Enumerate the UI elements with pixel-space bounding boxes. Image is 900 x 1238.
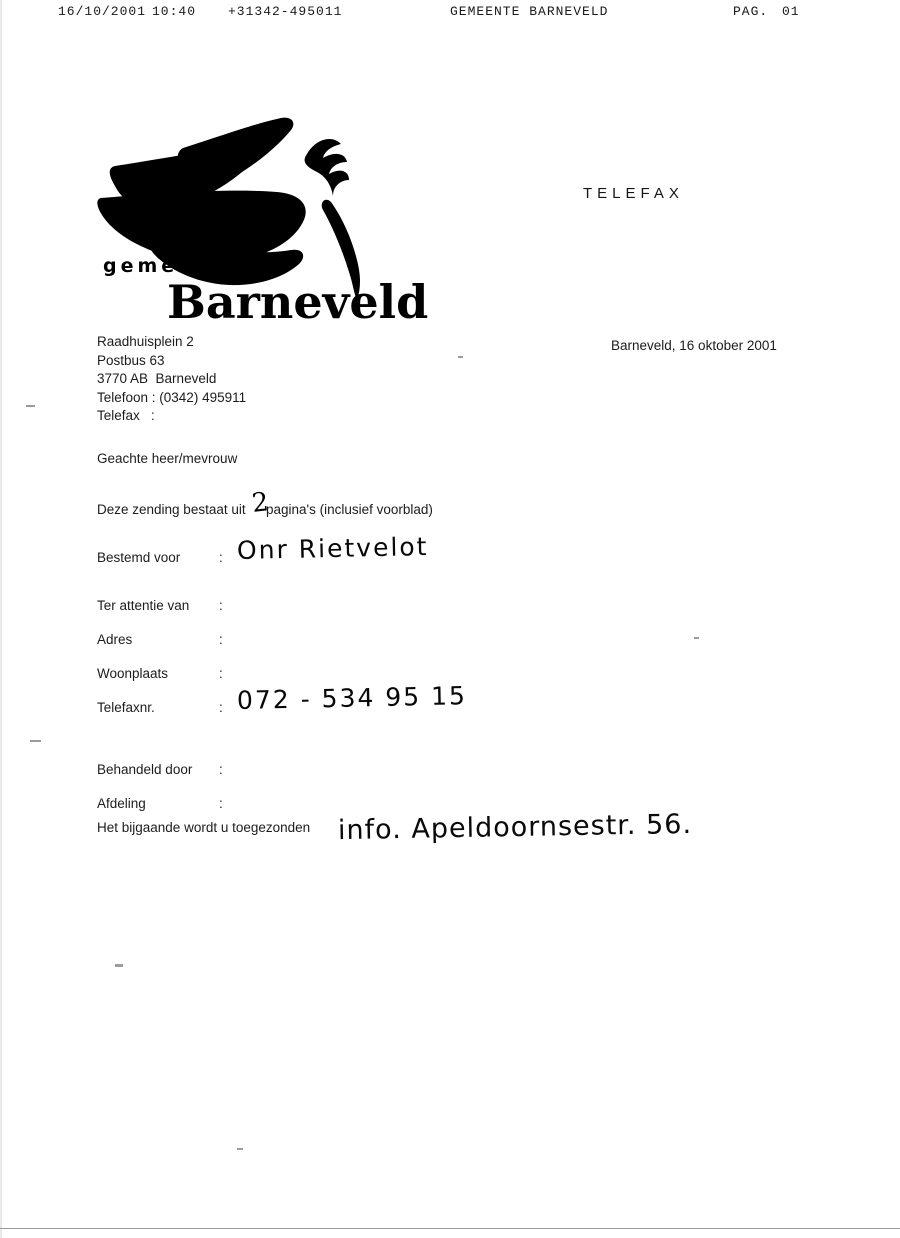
fax-form-fields [97,531,797,830]
fax-header-page-number: 01 [782,4,800,19]
scan-speck [30,740,41,742]
fax-header-sender: GEMEENTE BARNEVELD [450,4,609,19]
field-colon-ter-attentie-van: : [219,598,223,613]
scan-bottom-rule [0,1228,900,1229]
closing-label: Het bijgaande wordt u toegezonden [97,820,311,835]
page-count-suffix: pagina's (inclusief voorblad) [266,502,433,517]
scan-speck [694,637,699,639]
fax-header-number: +31342-495011 [228,4,343,19]
address-phone: Telefoon : (0342) 495911 [97,389,247,405]
field-colon-adres: : [219,632,223,647]
field-colon-behandeld-door: : [219,762,223,777]
field-row-ter-attentie-van [97,598,797,632]
field-row-adres [97,632,797,666]
fax-header-time: 10:40 [152,4,197,19]
field-label-woonplaats: Woonplaats [97,666,169,681]
page-title: TELEFAX [583,185,684,202]
address-pobox: Postbus 63 [97,352,165,368]
field-row-behandeld-door [97,762,797,796]
field-label-telefaxnr: Telefaxnr. [97,700,155,715]
logo-text-gemeente: gemeente [103,255,243,277]
closing-handwritten-value[interactable]: info. Apeldoornsestr. 56. [337,808,693,847]
field-value-telefaxnr[interactable]: 072 - 534 95 15 [236,681,468,715]
field-colon-afdeling: : [219,796,223,811]
field-row-telefaxnr [97,681,797,748]
fax-transmission-header [0,4,900,24]
page-count-prefix: Deze zending bestaat uit [97,502,246,517]
logo-text-barneveld: Barneveld [167,275,429,329]
field-label-ter-attentie-van: Ter attentie van [97,598,190,613]
fax-header-date: 16/10/2001 [58,4,147,19]
sender-address-block [97,333,246,426]
salutation: Geachte heer/mevrouw [97,451,238,466]
field-colon-telefaxnr: : [219,700,223,715]
field-value-bestemd-voor[interactable]: Onr Rietvelot [236,531,429,565]
field-colon-woonplaats: : [219,666,223,681]
scan-edge [0,0,2,1238]
field-colon-bestemd-voor: : [219,550,223,565]
address-city: 3770 AB Barneveld [97,371,217,386]
scan-speck [115,964,123,967]
fax-header-page-label: PAG. [733,4,769,19]
field-label-bestemd-voor: Bestemd voor [97,550,181,565]
address-street: Raadhuisplein 2 [97,334,194,349]
field-label-behandeld-door: Behandeld door [97,762,193,777]
field-label-adres: Adres [97,632,133,647]
scan-speck [458,356,463,358]
field-row-bestemd-voor [97,531,797,598]
place-date: Barneveld, 16 oktober 2001 [611,338,777,353]
field-label-afdeling: Afdeling [97,796,146,811]
scan-speck [237,1148,243,1150]
page-count-handwritten-value: 2 [250,487,271,519]
address-fax: Telefax : [97,408,155,423]
scan-speck [26,405,35,407]
municipality-logo [95,110,435,329]
